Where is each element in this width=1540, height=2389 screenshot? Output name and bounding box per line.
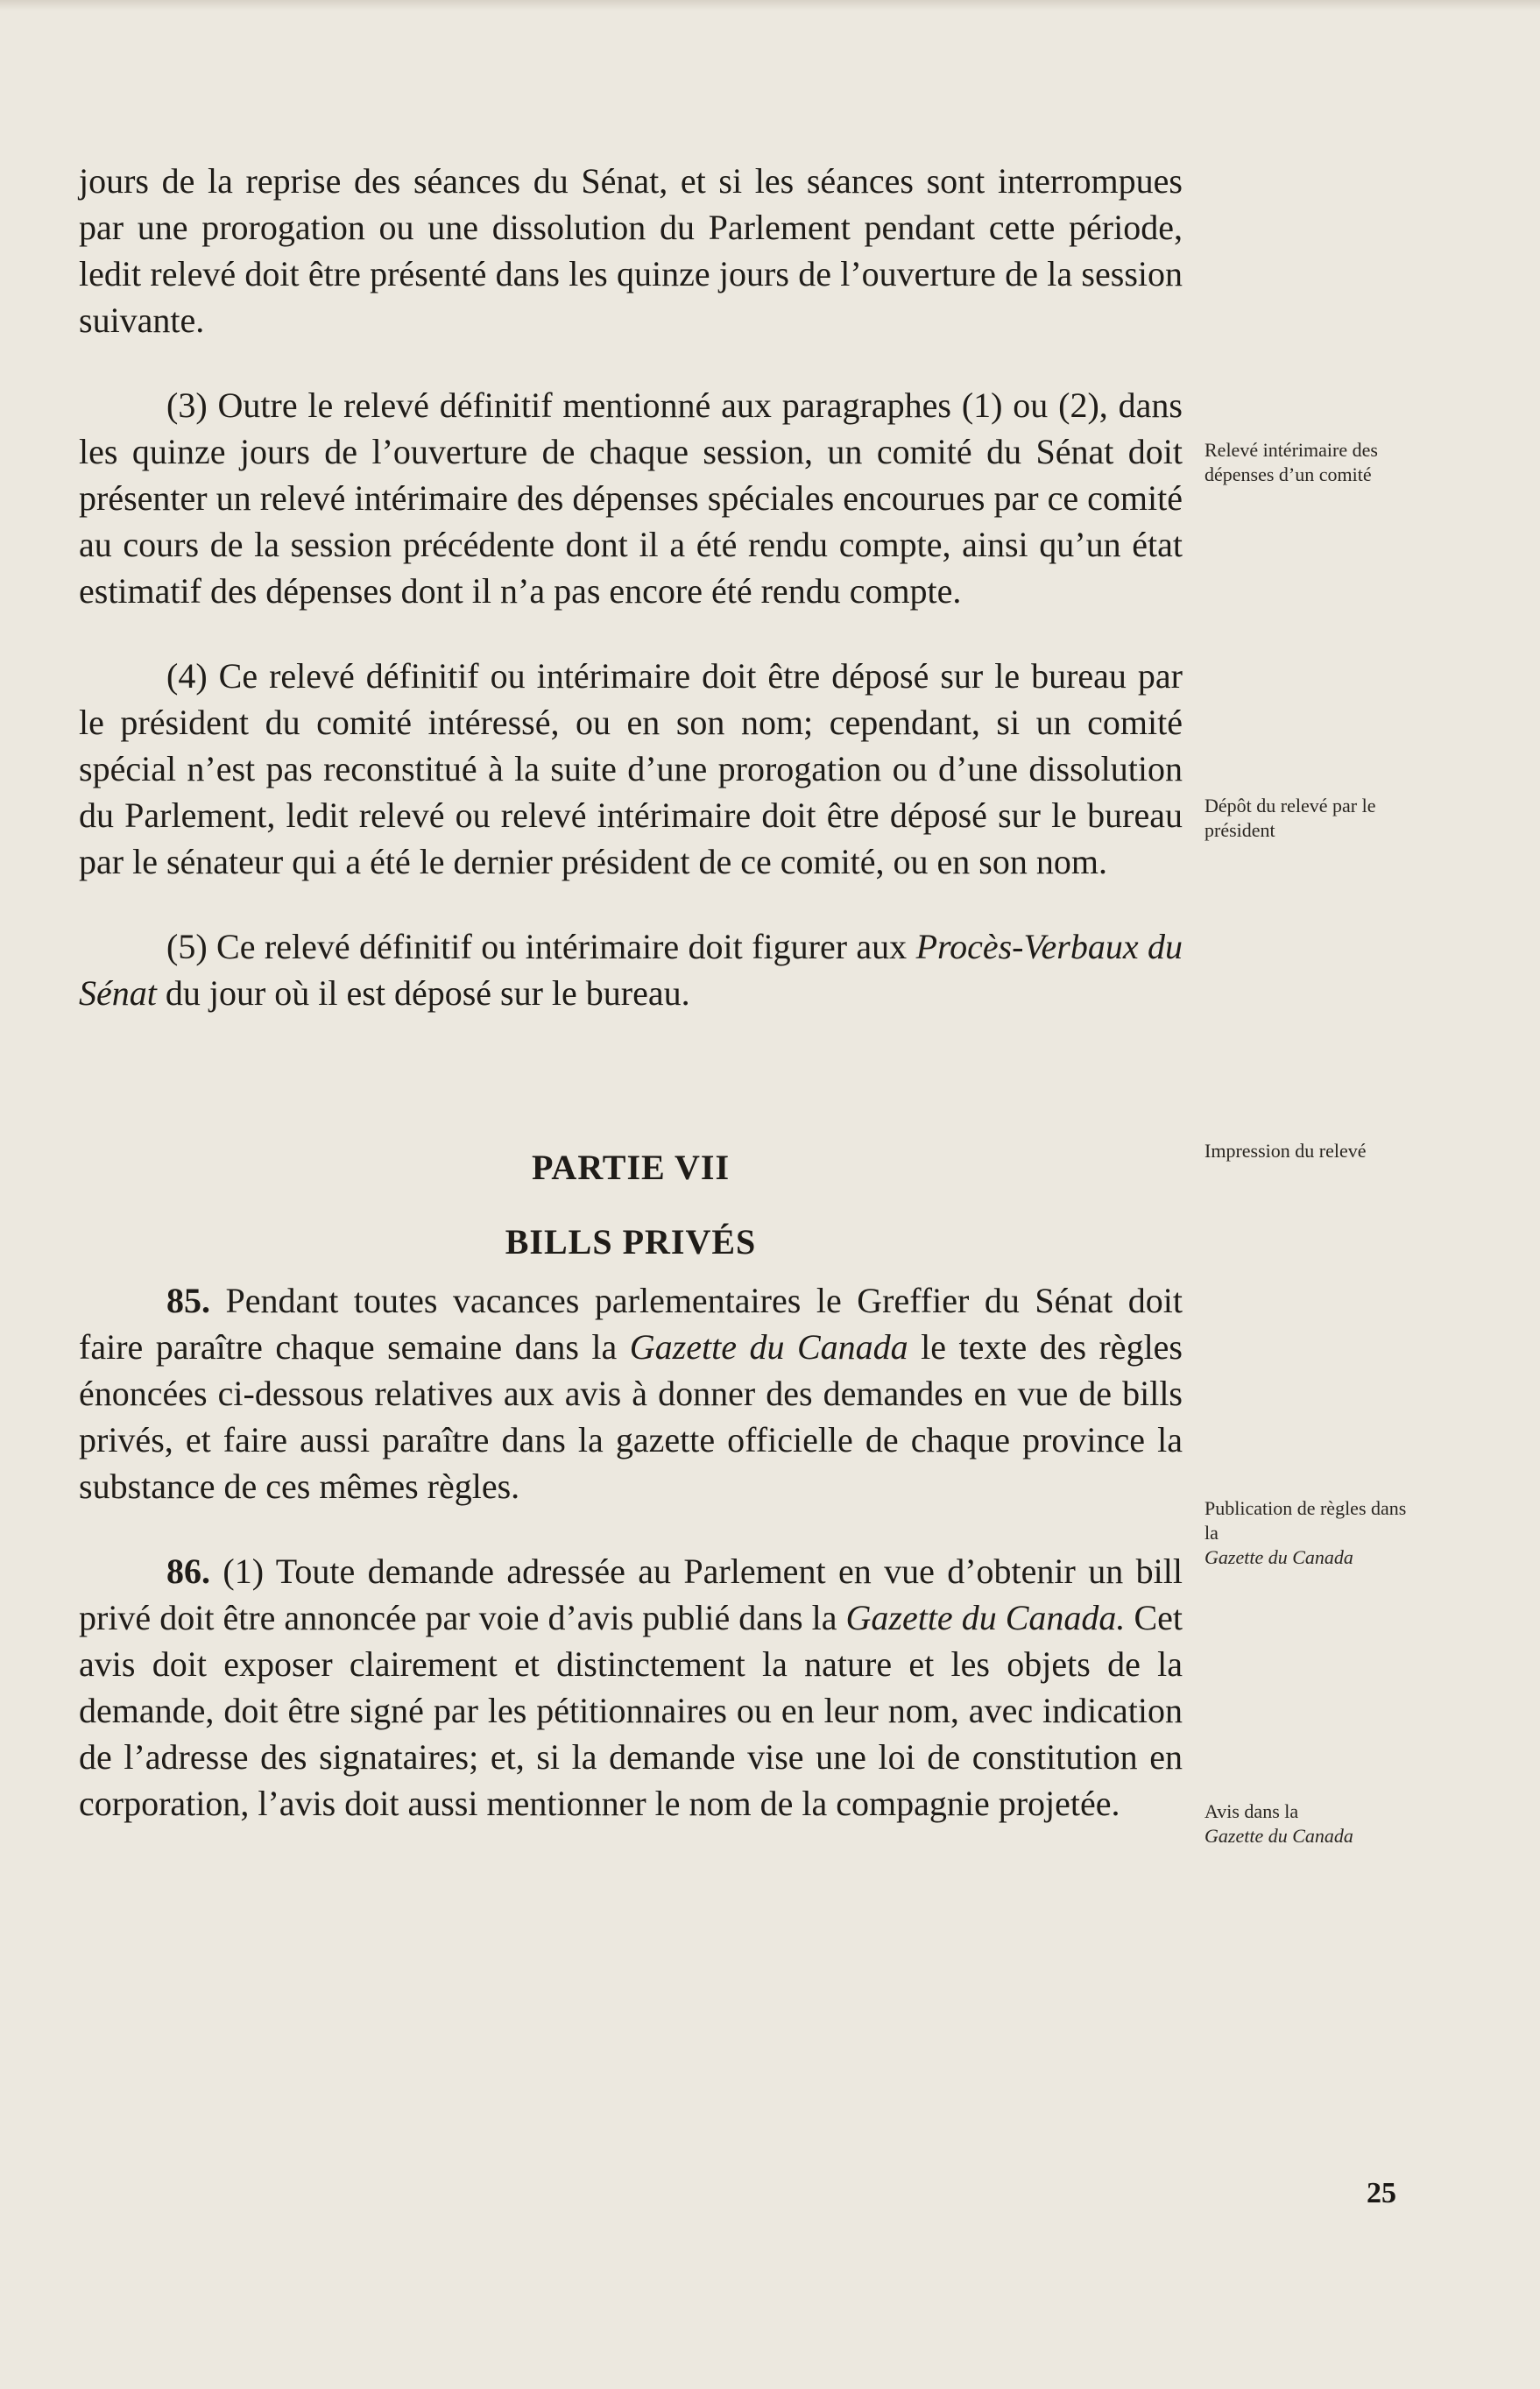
paragraph-3: (3) Outre le relevé définitif mentionné aux paragraphes (1) ou (2), dans les quinze jours de l’ouverture de chaque session, un comité du Sénat doit présenter un relevé intérimaire des dépenses spéciales encourues par ce comité au cours de la session précédente dont il a été rendu compte, ainsi qu’un état estimatif des dépenses dont il n’a pas encore été rendu compte.: [79, 385, 1183, 611]
rule-86-text-b: Cet avis doit exposer clairement et distinctement la nature et les objets de la demande, doit être signé par les pétitionnaires ou en leur nom, avec indication de l’adresse des signataires; et, si la demande vise une loi de constitution en corporation, l’avis doit aussi mentionner le nom de la compagnie projetée.: [79, 1598, 1183, 1823]
part-title: BILLS PRIVÉS: [505, 1222, 757, 1262]
margin-note-publication-italic: Gazette du Canada: [1204, 1546, 1353, 1568]
margin-note-deposit: Dépôt du relevé par le président: [1204, 795, 1376, 841]
margin-note-notices-main: Avis dans la: [1204, 1800, 1299, 1822]
rule-85-paragraph: [79, 1277, 1183, 1509]
rule-85-text-a: Pendant toutes vacances parlementaires le Greffier du Sénat doit faire paraître chaque semaine dans la: [79, 1281, 1183, 1367]
page-top-shadow: [0, 0, 1540, 11]
part-heading: PARTIE VII: [531, 1148, 731, 1187]
paragraph-continuation: jours de la reprise des séances du Sénat, et si les séances sont interrompues par une prorogation ou une dissolution du Parlement pendant cette période, ledit relevé doit être présenté dans les quinze jours de l’ouverture de la session suivante.: [79, 161, 1183, 340]
paragraph-5-suffix: du jour où il est déposé sur le bureau.: [156, 973, 690, 1013]
paragraph-5-prefix: (5) Ce relevé définitif ou intérimaire doit figurer aux: [166, 927, 916, 966]
margin-note-notices: [1204, 1799, 1410, 1848]
rule-85-text-b: le texte des règles énoncées ci-dessous relatives aux avis à donner des demandes en vue de bills privés, et faire aussi paraître dans la gazette officielle de chaque province la substance de ces mêmes règles.: [79, 1327, 1183, 1506]
margin-note-notices-italic: Gazette du Canada: [1204, 1825, 1353, 1847]
rule-86-italic: Gazette du Canada.: [845, 1598, 1126, 1637]
spacer: [79, 1055, 1183, 1144]
rule-85-italic: Gazette du Canada: [629, 1327, 908, 1367]
margin-note-printing: Impression du relevé: [1204, 1140, 1367, 1162]
margin-note-publication-main: Publication de règles dans la: [1204, 1497, 1407, 1544]
paragraph-5: [79, 923, 1183, 1016]
paragraph-4: (4) Ce relevé définitif ou intérimaire doit être déposé sur le bureau par le président du comité intéressé, ou en son nom; cependant, si un comité spécial n’est pas reconstitué à la suite d’une prorogation ou d’une dissolution du Parlement, ledit relevé ou relevé intérimaire doit être déposé sur le bureau par le sénateur qui a été le dernier président de ce comité, ou en son nom.: [79, 656, 1183, 881]
paragraph-5-italic: Procès-Verbaux du Sénat: [79, 927, 1183, 1013]
rule-86-paragraph: [79, 1548, 1183, 1827]
margin-note-publication: [1204, 1496, 1410, 1570]
page-number: 25: [1367, 2177, 1396, 2209]
margin-note-interim-report: Relevé intérimaire des dépenses d’un comité: [1204, 439, 1378, 485]
rule-86-text-a: (1) Toute demande adressée au Parlement en vue d’obtenir un bill privé doit être annoncée par voie d’avis publié dans la: [79, 1551, 1183, 1637]
rule-86-number: 86.: [166, 1551, 210, 1591]
rule-85-number: 85.: [166, 1281, 210, 1320]
main-text-column: [79, 158, 1183, 1865]
